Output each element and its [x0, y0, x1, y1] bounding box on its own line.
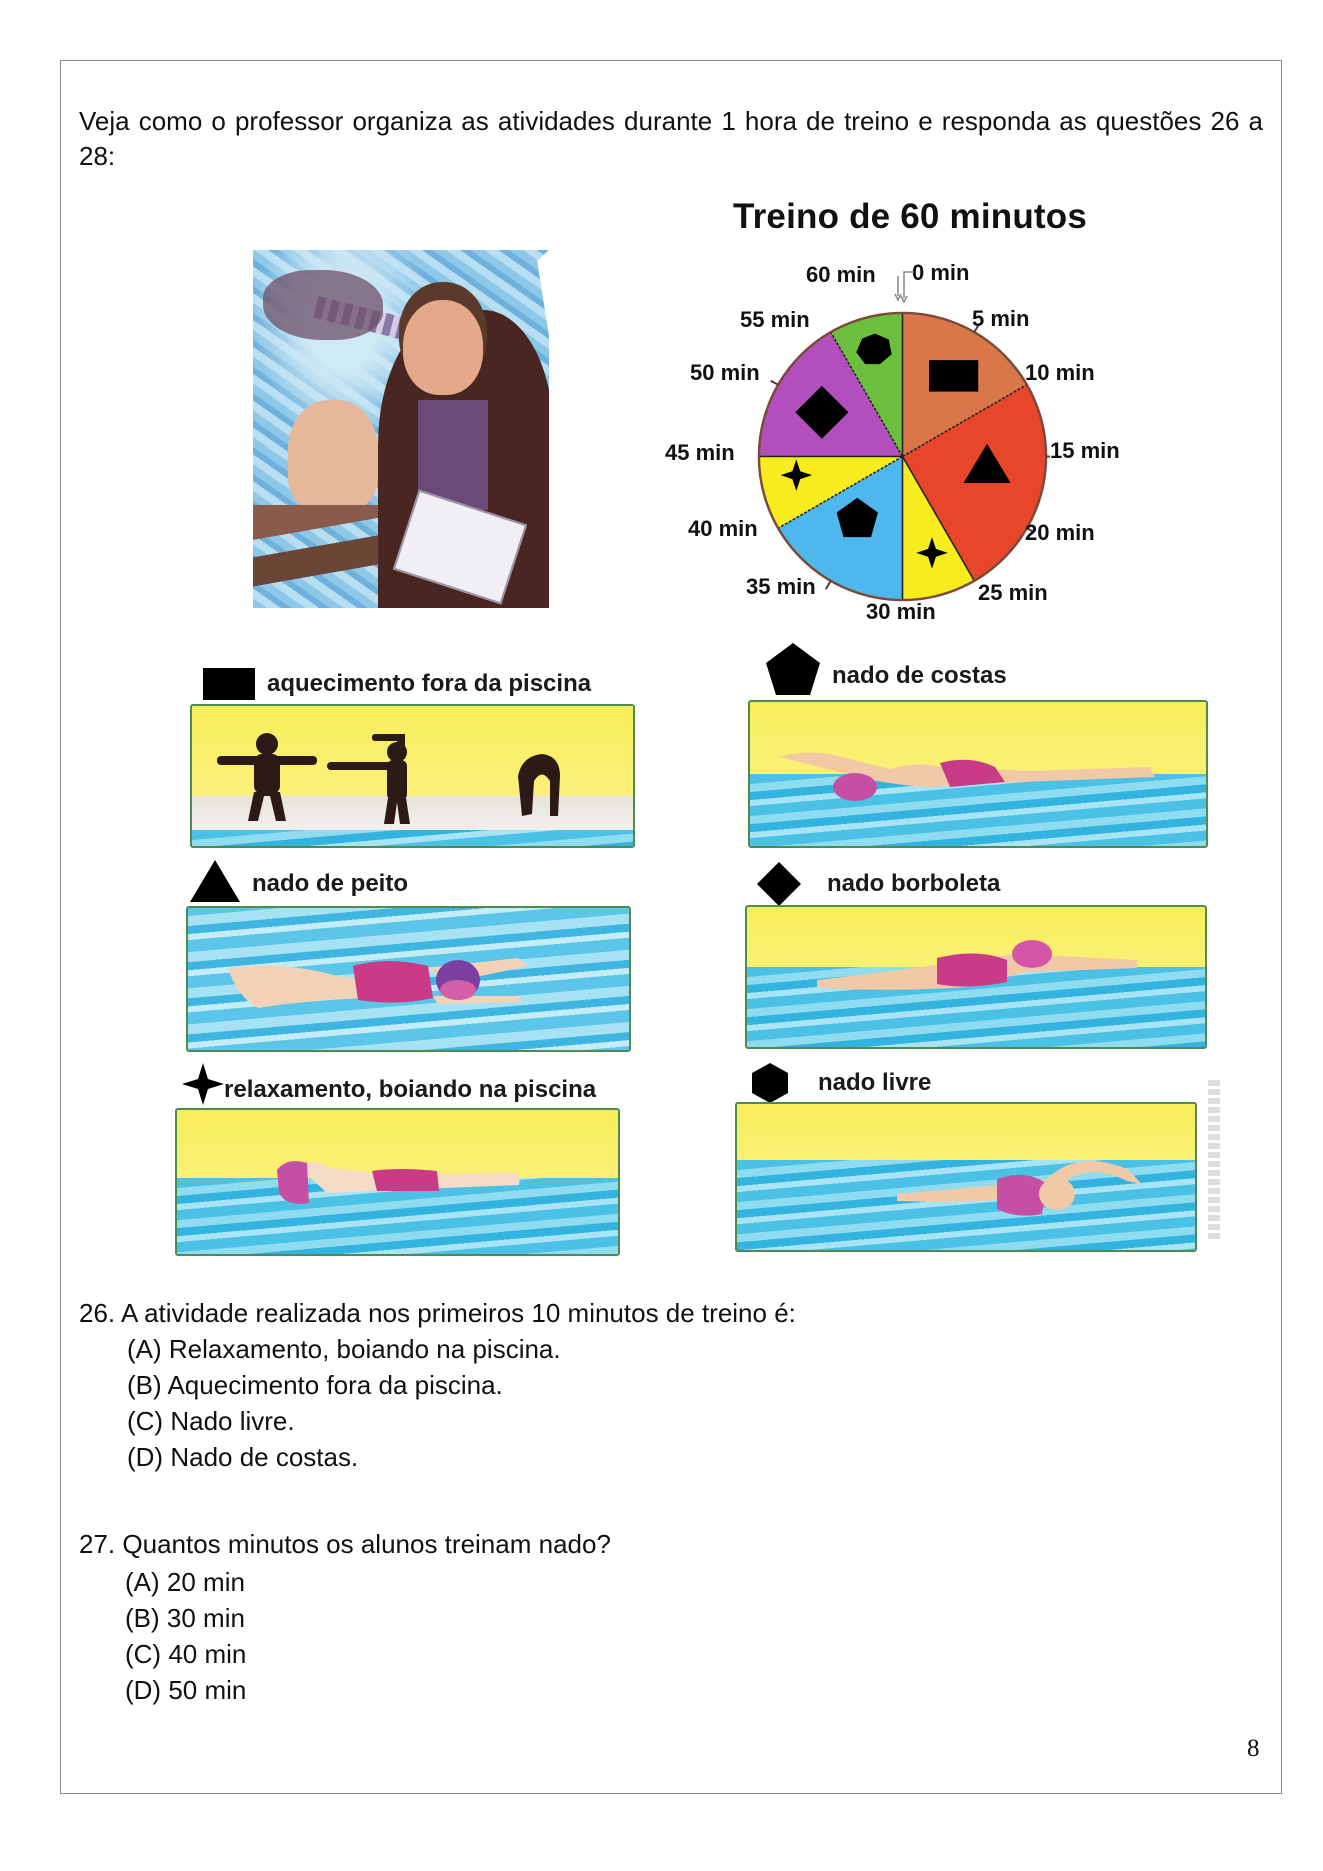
- coach-photo: [253, 250, 549, 608]
- tick-label-15: 15 min: [1050, 438, 1120, 463]
- warmup-illustration: [190, 704, 635, 848]
- tick-label-50: 50 min: [690, 360, 760, 385]
- option-26-c[interactable]: (C) Nado livre.: [127, 1406, 295, 1436]
- tick-label-55: 55 min: [740, 307, 810, 332]
- question-27-text: Quantos minutos os alunos treinam nado?: [122, 1529, 611, 1559]
- breaststroke-illustration: [186, 906, 631, 1052]
- butterfly-swimmer: [807, 932, 1187, 1002]
- chart-title: Treino de 60 minutos: [732, 197, 1088, 236]
- legend-relaxamento: relaxamento, boiando na piscina: [182, 1063, 596, 1105]
- backstroke-illustration: [748, 700, 1208, 848]
- option-27-b[interactable]: (B) 30 min: [125, 1603, 245, 1633]
- tick-label-60: 60 min: [806, 262, 876, 287]
- tick-label-0: 0 min: [912, 260, 970, 285]
- option-26-a[interactable]: (A) Relaxamento, boiando na piscina.: [127, 1334, 561, 1364]
- option-27-a[interactable]: (A) 20 min: [125, 1567, 245, 1597]
- tick-label-5: 5 min: [972, 306, 1030, 331]
- freestyle-swimmer: [897, 1139, 1167, 1229]
- intro-text: Veja como o professor organiza as atividades durante 1 hora de treino e responda as questões 26 a 28:: [79, 106, 1263, 171]
- tick-label-10: 10 min: [1025, 360, 1095, 385]
- star-symbol-icon: [182, 1063, 224, 1105]
- illustration-credit: [1208, 1080, 1220, 1240]
- legend-nado-borboleta: nado borboleta: [757, 862, 1000, 906]
- zero-marker-arrows: [890, 268, 920, 310]
- question-26: 26. A atividade realizada nos primeiros 10 minutos de treino é: (A) Relaxamento, boiando na piscina. (B) Aquecimento fora da piscina. (C) Nado livre. (D) Nado de costas.: [79, 1295, 796, 1475]
- butterfly-illustration: [745, 905, 1207, 1049]
- rectangle-symbol-icon: [929, 360, 978, 391]
- option-26-b[interactable]: (B) Aquecimento fora da piscina.: [127, 1370, 503, 1400]
- pie-chart: [755, 309, 1050, 604]
- tick-label-45: 45 min: [665, 440, 735, 465]
- tick-label-30: 30 min: [866, 599, 936, 624]
- tick-label-35: 35 min: [746, 574, 816, 599]
- option-27-d[interactable]: (D) 50 min: [125, 1675, 247, 1705]
- legend-aquecimento: aquecimento fora da piscina: [203, 668, 591, 700]
- option-26-d[interactable]: (D) Nado de costas.: [127, 1442, 359, 1472]
- warmup-figures: [212, 726, 612, 826]
- question-26-text: A atividade realizada nos primeiros 10 minutos de treino é:: [120, 1298, 796, 1328]
- tick-label-20: 20 min: [1025, 520, 1095, 545]
- option-27-c[interactable]: (C) 40 min: [125, 1639, 247, 1669]
- pentagon-symbol-icon: [766, 643, 820, 695]
- legend-nado-costas: nado de costas: [766, 643, 1007, 695]
- rectangle-symbol-icon: [203, 668, 255, 700]
- tick-label-40: 40 min: [688, 516, 758, 541]
- triangle-symbol-icon: [190, 860, 240, 902]
- breaststroke-swimmer: [218, 938, 598, 1018]
- question-27: 27. Quantos minutos os alunos treinam nado? (A) 20 min (B) 30 min (C) 40 min (D) 50 min: [79, 1526, 611, 1708]
- page-number: 8: [1247, 1735, 1260, 1762]
- hexagon-symbol-icon: [750, 1063, 790, 1103]
- backstroke-swimmer: [770, 737, 1190, 807]
- legend-nado-livre: nado livre: [750, 1063, 931, 1103]
- legend-nado-peito: nado de peito: [190, 860, 408, 902]
- floating-swimmer: [257, 1145, 557, 1215]
- floating-illustration: [175, 1108, 620, 1256]
- freestyle-illustration: [735, 1102, 1197, 1252]
- diamond-symbol-icon: [757, 862, 801, 906]
- tick-label-25: 25 min: [978, 580, 1048, 605]
